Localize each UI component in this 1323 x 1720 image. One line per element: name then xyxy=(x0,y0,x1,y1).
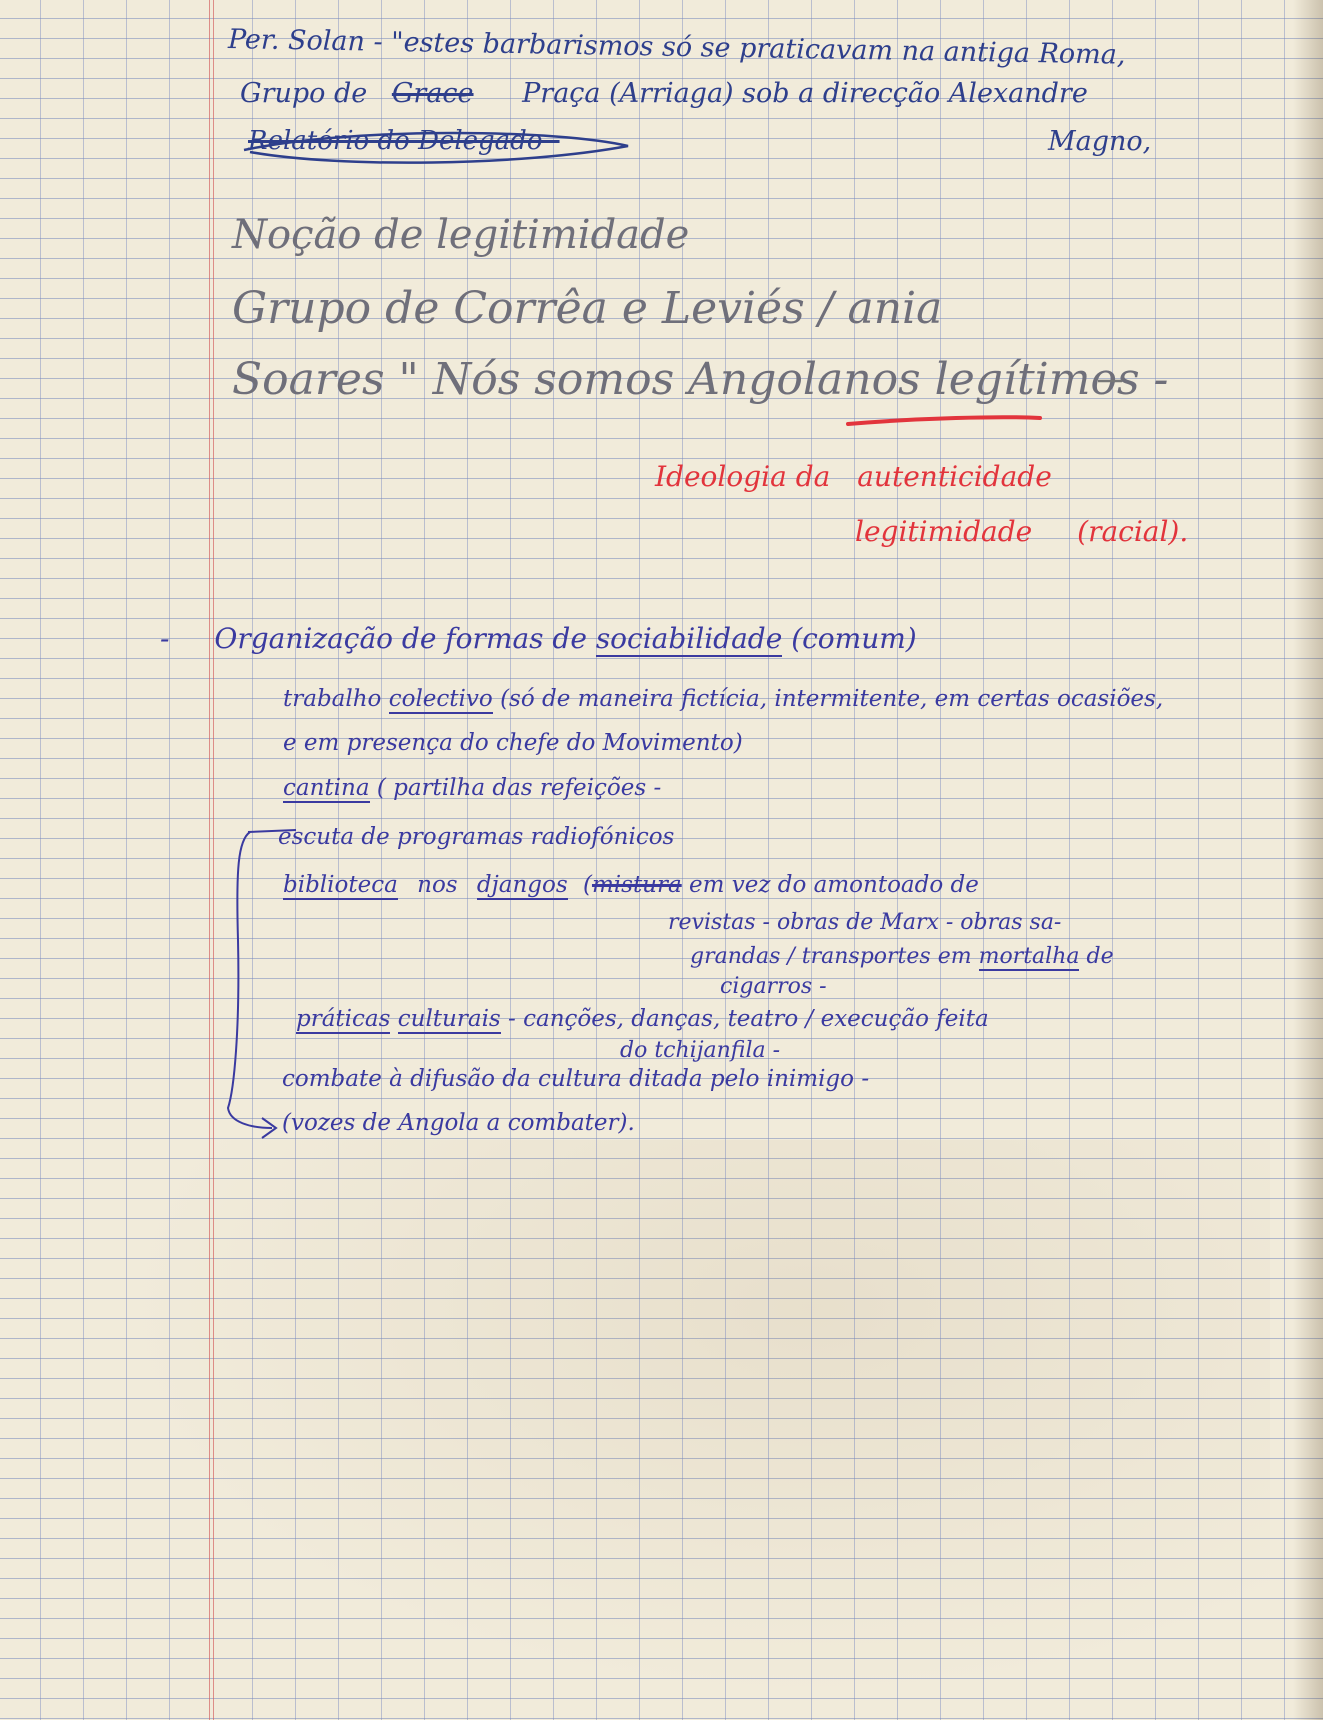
list-item-continuation: do tchijanfila - xyxy=(620,1038,781,1063)
bracket-line xyxy=(228,832,272,1128)
note-fragment: (só de maneira fictícia, intermitente, em certas ocasiões, xyxy=(500,686,1164,712)
note-line: Per. Solan - "estes barbarismos só se praticavam na antiga Roma, xyxy=(227,24,1126,71)
note-fragment: Ideologia da xyxy=(655,460,831,493)
underlined-word: djangos xyxy=(476,872,568,898)
note-fragment: ( partilha das refeições - xyxy=(376,775,662,801)
note-fragment: (racial). xyxy=(1077,515,1189,548)
note-fragment: nos xyxy=(417,872,458,898)
note-fragment: Soares " Nós somos xyxy=(232,354,675,405)
red-underline xyxy=(848,417,1040,424)
underlined-word: mortalha xyxy=(978,944,1080,969)
note-line: Magno, xyxy=(1048,126,1152,157)
note-fragment: Organização de formas de xyxy=(214,622,587,655)
underlined-phrase: Angolanos legítimos xyxy=(688,354,1140,405)
note-fragment: - canções, danças, teatro / execução feita xyxy=(508,1006,989,1032)
list-item-continuation: revistas - obras de Marx - obras sa- xyxy=(668,910,1062,935)
note-fragment: grandas / transportes em xyxy=(690,944,972,969)
note-fragment: Grupo de xyxy=(240,78,368,109)
struck-line: Relatório do Delegado - xyxy=(248,126,560,156)
note-fragment: (comum) xyxy=(791,622,917,655)
list-item: (vozes de Angola a combater). xyxy=(282,1110,635,1136)
underlined-word: colectivo xyxy=(388,686,493,712)
underlined-word: cantina xyxy=(283,775,370,801)
list-item-continuation: cigarros - xyxy=(720,974,827,999)
note-fragment: de xyxy=(1086,944,1114,969)
list-item: escuta de programas radiofónicos xyxy=(278,824,675,850)
note-fragment: - xyxy=(1153,354,1169,405)
scribble-loop xyxy=(244,133,628,163)
underlined-word: culturais xyxy=(397,1006,501,1032)
note-fragment: ( xyxy=(582,872,592,898)
underlined-word: sociabilidade xyxy=(595,622,783,655)
bullet-dash: - xyxy=(160,622,170,655)
pencil-line: Noção de legitimidade xyxy=(232,212,690,258)
underlined-word: práticas xyxy=(296,1006,391,1032)
struck-word: mistura xyxy=(591,872,682,898)
pencil-line: Grupo de Corrêa e Leviés / ania xyxy=(232,283,943,334)
note-fragment: em vez do amontoado de xyxy=(689,872,979,898)
bracket-top-tick xyxy=(248,830,296,832)
note-fragment: trabalho xyxy=(283,686,382,712)
note-fragment: autenticidade xyxy=(857,460,1052,493)
list-item: combate à difusão da cultura ditada pelo inimigo - xyxy=(282,1066,870,1092)
underlined-word: biblioteca xyxy=(283,872,398,898)
note-fragment: Praça (Arriaga) sob a direcção Alexandre xyxy=(522,78,1088,109)
note-fragment: legitimidade xyxy=(855,515,1033,548)
list-item-continuation: e em presença do chefe do Movimento) xyxy=(283,730,743,756)
struck-word: Grace xyxy=(391,78,474,109)
